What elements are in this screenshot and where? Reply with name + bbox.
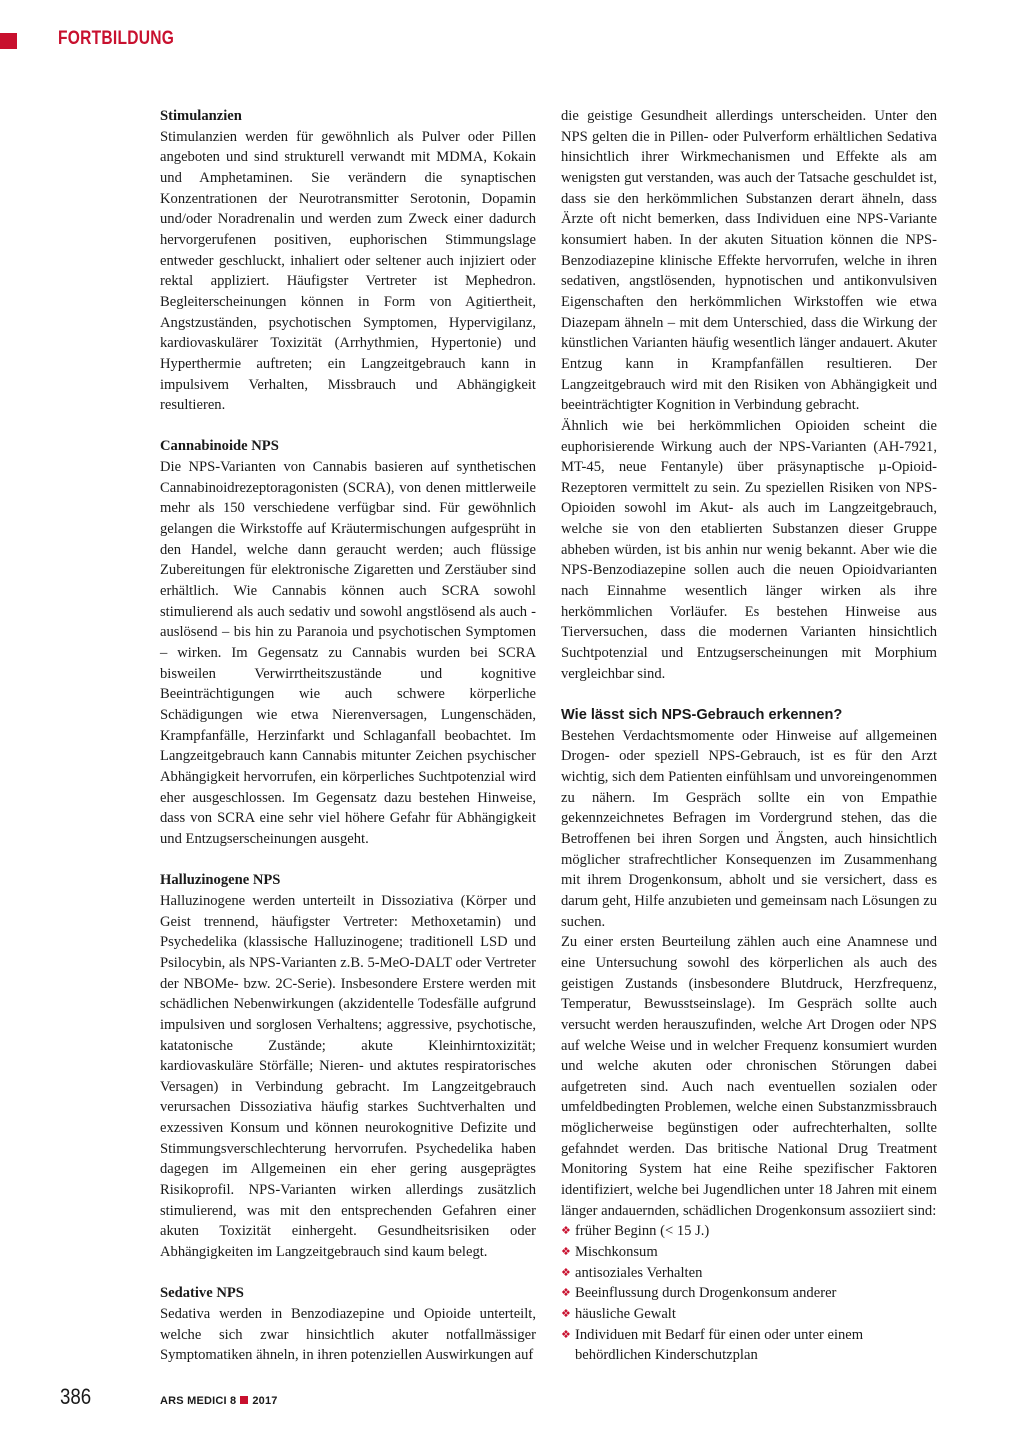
page-footer [60, 1384, 278, 1410]
heading-nps-erkennen: Wie lässt sich NPS-Gebrauch erkennen? [561, 707, 843, 724]
journal-info [160, 1395, 278, 1407]
paragraph-sedative: Sedativa werden in Benzodiazepine und Opioide unterteilt, welche sich zwar hinsichtlich akuter notfallmässiger Symptomatiken ähneln, in ihren potenziellen Auswirkungen auf [160, 1306, 536, 1364]
risk-factor-list [561, 1221, 937, 1366]
paragraph-opioide: Ähnlich wie bei herkömmlichen Opioiden scheint die euphorisierende Wirkung auch der NPS-Varianten (AH-7921, MT-45, neue Fentanyle) über präsynaptische µ-Opioid-Rezeptoren vermittelt zu sein. Zu speziellen Risiken von NPS-Opioiden sowohl im Akut- als auch im Langzeitgebrauch, welche sie von den etablierten Substanzen dieser Gruppe abheben würden, ist bis anhin nur wenig bekannt. Aber wie die NPS-Benzodiazepine sollen auch die neuen Opioidvarianten nach Einnahme wesentlich länger wirken als ihre herkömmlichen Vorläufer. Es bestehen Hinweise aus Tierversuchen, dass die modernen Varianten hinsichtlich Suchtpotenzial und Entzugserscheinungen mit Morphium vergleichbar sind. [561, 417, 937, 682]
paragraph-beurteilung: Zu einer ersten Beurteilung zählen auch eine Anamnese und eine Untersuchung sowohl des körperlichen als auch des geistigen Zustands (insbesondere Blutdruck, Herzfrequenz, Temperatur, Bewusstseinslage). Im Gespräch sollte auch versucht werden herauszufinden, welche Art Drogen oder NPS auf welche Weise und in welcher Frequenz konsumiert wurden und welche akuten oder chronischen Störungen dabei aufgetreten sind. Auch nach eventuellen sozialen oder umfeldbedingten Problemen, welche einen Substanzmissbrauch möglicherweise begünstigen oder aufrechterhalten, sollte gefahndet werden. Das britische National Drug Treatment Monitoring System hat eine Reihe spezifischer Faktoren identifiziert, welche bei Jugendlichen unter 18 Jahren mit einem länger andauernden, schädlichen Drogenkonsum assoziiert sind: [561, 934, 937, 1219]
paragraph-stimulanzien: Stimulanzien werden für gewöhnlich als Pulver oder Pillen angeboten und sind strukturell verwandt mit MDMA, Kokain und Amphetaminen. Sie verändern die synaptischen Konzentrationen der Neurotransmitter Serotonin, Dopamin und/oder Noradrenalin und werden zum Zweck einer dadurch hervorgerufenen positiven, euphorischen Stimmungslage entweder geschluckt, inhaliert oder seltener auch injiziert oder rektal appliziert. Häufigster Vertreter ist Mephedron. Begleiterscheinungen können in Form von Agitiertheit, Angstzuständen, psychotischen Symptomen, Hypervigilanz, kardiovaskulärer Toxizität (Arrhythmien, Hypertonie) und Hyperthermie auftreten; ein Langzeitgebrauch kann in impulsivem Verhalten, Missbrauch und Abhängigkeit resultieren. [160, 128, 536, 414]
list-item: ❖ Beeinflussung durch Drogenkonsum anderer [561, 1283, 937, 1304]
left-column [160, 106, 536, 1366]
heading-halluzinogene: Halluzinogene NPS [160, 872, 281, 889]
diamond-bullet-icon: ❖ [561, 1286, 571, 1300]
paragraph-cannabinoide: Die NPS-Varianten von Cannabis basieren auf synthetischen Cannabinoidrezeptoragonisten (SCRA), von denen mittlerweile mehr als 150 verschiedene verfügbar sind. Für gewöhnlich gelangen die Wirkstoffe auf Kräutermischungen aufgesprüht in den Handel, welche dann geraucht werden; auch flüssige Zubereitungen für elektronische Zigaretten und Zerstäuber sind erhältlich. Wie Cannabis können auch SCRA sowohl stimulierend als auch sedativ und sowohl angstlösend als auch -auslösend – bis hin zu Paranoia und psychotischen Symptomen – wirken. Im Gegensatz zu Cannabis wurden bei SCRA bisweilen Verwirrtheitszustände und kognitive Beeinträchtigungen wie auch schwere körperliche Schädigungen wie etwa Nierenversagen, Lungenschäden, Krampfanfälle, Herzinfarkt und Schlaganfall beobachtet. Im Langzeitgebrauch kann Cannabis mitunter Zeichen psychischer Abhängigkeit hervorrufen, ein körperliches Suchtpotenzial wird eher ausgeschlossen. Im Gegensatz dazu bestehen Hinweise, dass von SCRA eine sehr viel höhere Gefahr für Abhängigkeit und Entzugserscheinungen ausgeht. [160, 459, 536, 847]
page-number: 386 [60, 1384, 92, 1409]
diamond-bullet-icon: ❖ [561, 1265, 571, 1279]
header-accent-mark [0, 33, 17, 49]
diamond-bullet-icon: ❖ [561, 1327, 571, 1341]
diamond-bullet-icon: ❖ [561, 1245, 571, 1259]
list-item: ❖ häusliche Gewalt [561, 1304, 937, 1325]
journal-year: 2017 [252, 1395, 278, 1407]
list-item: ❖ Mischkonsum [561, 1242, 937, 1263]
heading-stimulanzien: Stimulanzien [160, 108, 242, 124]
heading-sedative: Sedative NPS [160, 1285, 244, 1302]
section-header-title: FORTBILDUNG [58, 28, 175, 49]
list-item: ❖ Individuen mit Bedarf für einen oder unter einem behördlichen Kinderschutzplan [561, 1326, 864, 1364]
paragraph-verdachtsmomente: Bestehen Verdachtsmomente oder Hinweise auf allgemeinen Drogen- oder speziell NPS-Gebrauch, ist es für den Arzt wichtig, sich dem Patienten einfühlsam und unvoreingenommen zu nähern. Im Gespräch sollte ein von Empathie gekennzeichnetes Befragen im Vordergrund stehen, das die Betroffenen bei ihren Sorgen und Ängsten, auch hinsichtlich möglicher strafrechtlicher Konsequenzen im Zusammenhang mit ihrem Drogenkonsum, abholt und sie versichert, dass es darum geht, Hilfe anzubieten und gemeinsam nach Lösungen zu suchen. [561, 727, 937, 930]
heading-cannabinoide: Cannabinoide NPS [160, 438, 279, 455]
footer-accent-mark [240, 1396, 248, 1404]
paragraph-sedativa-continued: die geistige Gesundheit allerdings unterscheiden. Unter den NPS gelten die in Pillen- oder Pulverform erhältlichen Sedativa hinsichtlich ihrer Wirkmechanismen und Effekte als am wenigsten gut verstanden, was auch der Tatsache geschuldet ist, dass sie den herkömmlichen Substanzen derart ähneln, dass Ärzte oft nicht bemerken, dass Individuen eine NPS-Variante konsumiert haben. In der akuten Situation können die NPS-Benzodiazepine klinische Effekte hervorrufen, welche in ihren sedativen, angstlösenden, hypnotischen und antikonvulsiven Eigenschaften den herkömmlichen Wirkstoffen wie etwa Diazepam ähneln – mit dem Unterschied, dass die Wirkung der künstlichen Varianten häufig wesentlich länger andauert. Akuter Entzug kann in Krampfanfällen resultieren. Der Langzeitgebrauch wird mit den Risiken von Abhängigkeit und beeinträchtigter Kognition in Verbindung gebracht. [561, 108, 937, 414]
list-item: ❖ antisoziales Verhalten [561, 1263, 937, 1284]
diamond-bullet-icon: ❖ [561, 1307, 571, 1321]
list-item: ❖ früher Beginn (< 15 J.) [561, 1221, 937, 1242]
diamond-bullet-icon: ❖ [561, 1224, 571, 1238]
paragraph-halluzinogene: Halluzinogene werden unterteilt in Dissoziativa (Körper und Geist trennend, häufigster Vertreter: Methoxetamin) und Psychedelika (klassische Halluzinogene; traditionell LSD und Psilocybin, als NPS-Varianten z.B. 5-MeO-DALT oder Vertreter der NBOMe- bzw. 2C-Serie). Insbesondere Erstere werden mit schädlichen Nebenwirkungen (akzidentelle Todesfälle aufgrund impulsiven und sorglosen Verhaltens; aggressive, psychotische, katatonische Zustände; akute Kleinhirntoxizität; kardiovaskuläre Störfälle; Nieren- und aktutes respiratorisches Versagen) in Verbindung gebracht. Im Langzeitgebrauch verursachen Dissoziativa häufig starkes Suchtverhalten und exzessiven Konsum und können neurokognitive Defizite und Stimmungsverschlechterung hervorrufen. Psychedelika haben dagegen im Allgemeinen ein eher gering ausgeprägtes Risikoprofil. NPS-Varianten wirken allerdings zusätzlich stimulierend, was mit den entsprechenden Gefahren einer akuten Toxizität einhergeht. Gesundheitsrisiken oder Abhängigkeiten im Langzeitgebrauch sind kaum belegt. [160, 892, 536, 1261]
right-column [561, 106, 937, 1366]
journal-name: ARS MEDICI 8 [160, 1395, 237, 1407]
